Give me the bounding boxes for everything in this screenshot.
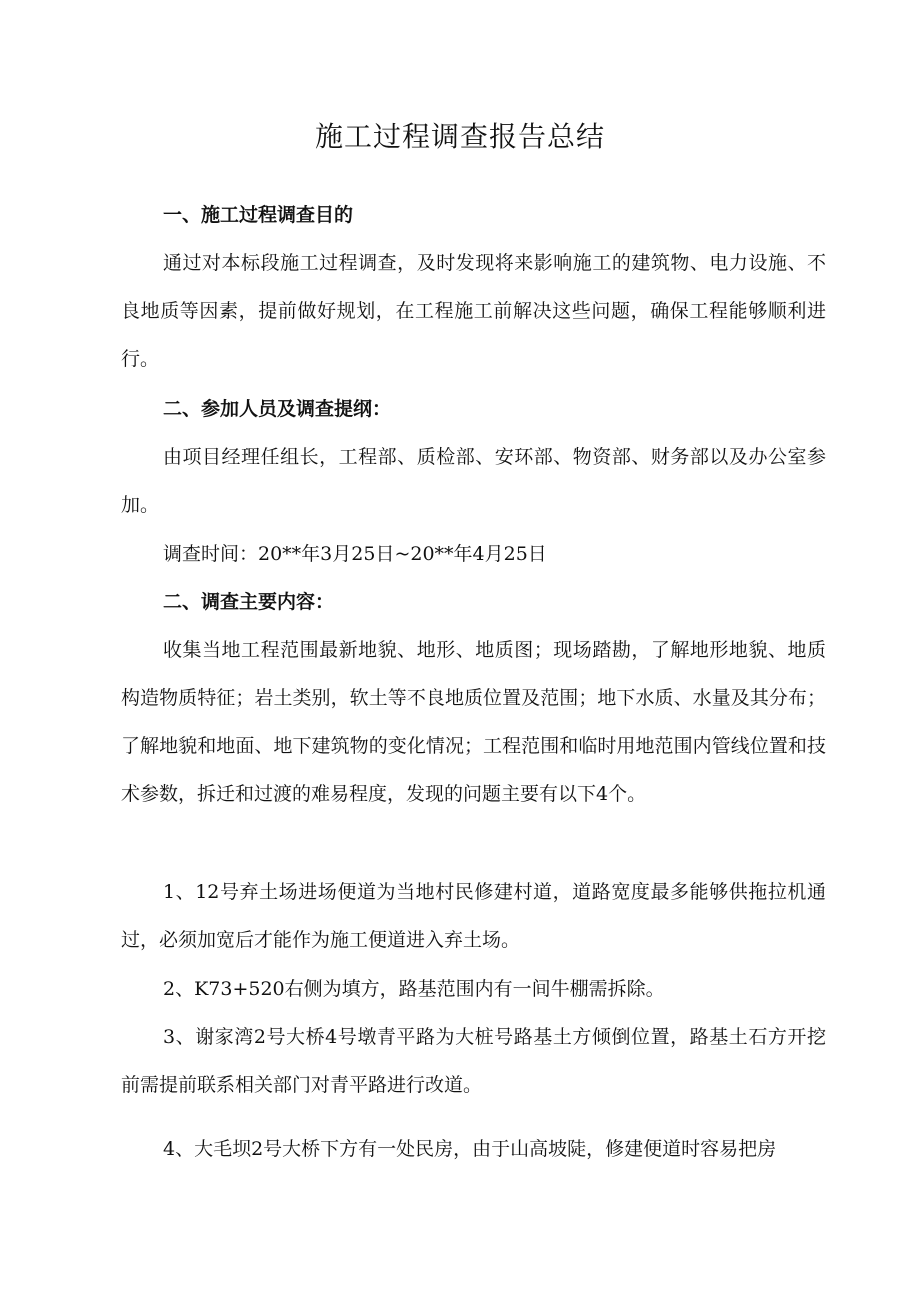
- paragraph-contents: 收集当地工程范围最新地貌、地形、地质图；现场踏勘，了解地形地貌、地质构造物质特征；岩土类别，软土等不良地质位置及范围；地下水质、水量及其分布；了解地貌和地面、地下建筑物的变化情况；工程范围和临时用地范围内管线位置和技术参数，拆迁和过渡的难易程度，发现的问题主要有以下4个。: [121, 639, 826, 805]
- list-item-4: 4、大毛坝2号大桥下方有一处民房，由于山高坡陡，修建便道时容易把房: [163, 1138, 777, 1160]
- paragraph-participants: 由项目经理任组长，工程部、质检部、安环部、物资部、财务部以及办公室参加。: [121, 446, 826, 516]
- list-item-1: 1、12号弃土场进场便道为当地村民修建村道，道路宽度最多能够供拖拉机通过，必须加宽后才能作为施工便道进入弃土场。: [121, 881, 826, 951]
- list-item-2: 2、K73+520右侧为填方，路基范围内有一间牛棚需拆除。: [163, 978, 665, 1000]
- section-heading-purpose: 一、施工过程调查目的: [163, 204, 354, 226]
- document-title: 施工过程调查报告总结: [314, 120, 605, 153]
- list-item-3: 3、谢家湾2号大桥4号墩青平路为大桩号路基土方倾倒位置，路基土石方开挖前需提前联系相关部门对青平路进行改道。: [121, 1026, 826, 1096]
- section-heading-participants: 二、参加人员及调查提纲：: [163, 398, 392, 420]
- section-heading-contents: 二、调查主要内容：: [163, 591, 335, 613]
- paragraph-purpose: 通过对本标段施工过程调查，及时发现将来影响施工的建筑物、电力设施、不良地质等因素，提前做好规划，在工程施工前解决这些问题，确保工程能够顺利进行。: [121, 252, 826, 370]
- survey-time: 调查时间：20**年3月25日~20**年4月25日: [163, 543, 547, 565]
